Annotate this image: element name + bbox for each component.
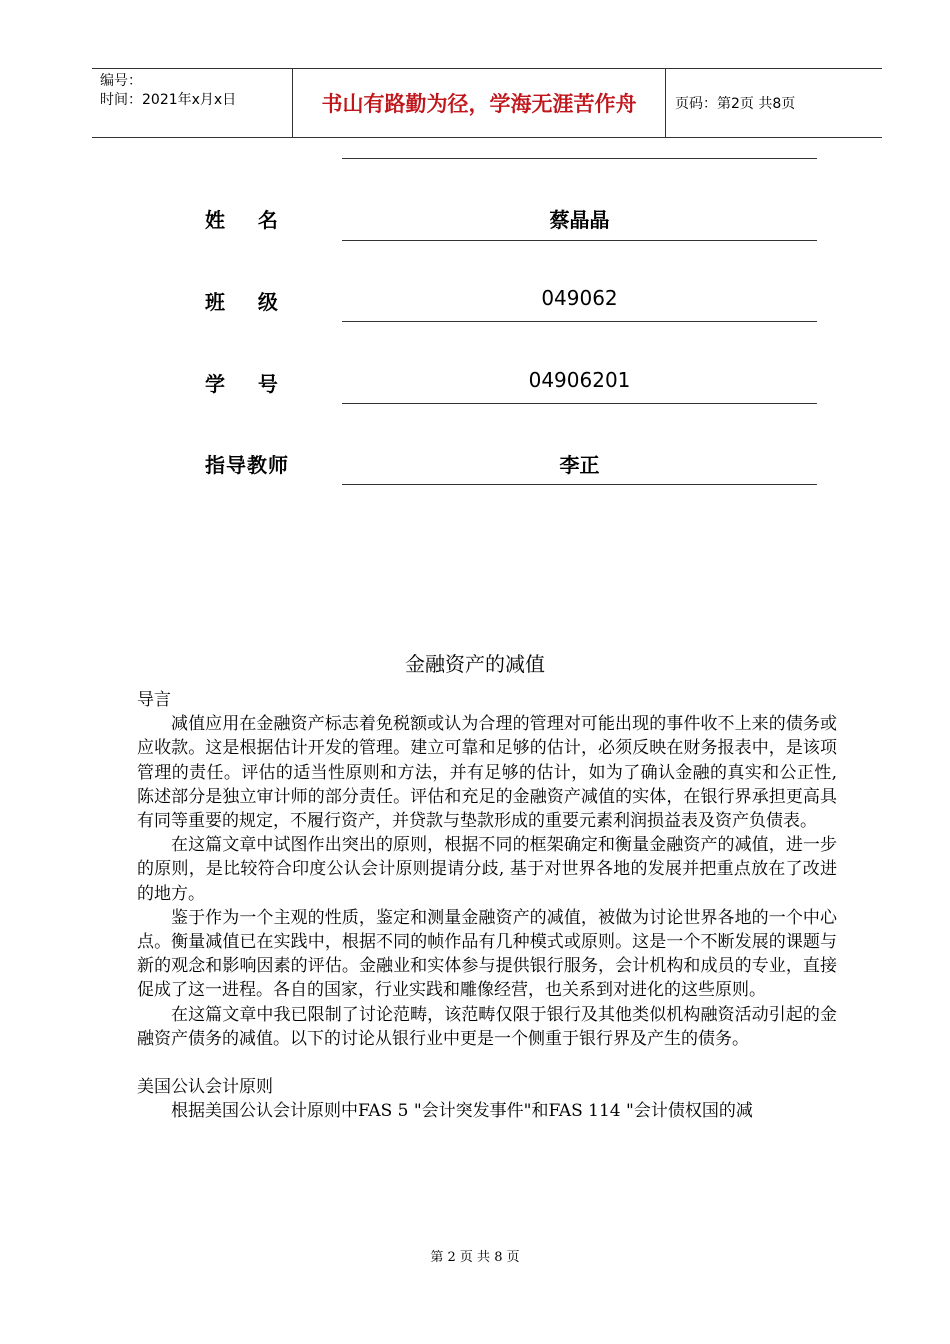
student-id-value: 04906201: [528, 368, 631, 392]
separator-line: [342, 321, 817, 322]
paragraph: 在这篇文章中试图作出突出的原则，根据不同的框架确定和衡量金融资产的减值，进一步的原则，是比较符合印度公认会计原则提请分歧, 基于对世界各地的发展并把重点放在了改进的地方。: [137, 835, 837, 904]
name-label: 姓 名: [205, 208, 279, 232]
separator-line: [342, 403, 817, 404]
paragraph: 减值应用在金融资产标志着免税额或认为合理的管理对可能出现的事件收不上来的债务或应收款。这是根据估计开发的管理。建立可靠和足够的估计，必须反映在财务报表中，是该项管理的责任。评估的适当性原则和方法，并有足够的估计，如为了确认金融的真实和公正性,陈述部分是独立审计师的部分责任。评估和充足的金融资产减值的实体，在银行界承担更高具有同等重要的规定，不履行资产，并贷款与垫款形成的重要元素利润损益表及资产负债表。: [137, 714, 837, 832]
advisor-value: 李正: [559, 453, 600, 477]
header-meta: [92, 69, 292, 137]
class-value: 049062: [541, 286, 618, 310]
section-heading: 美国公认会计原则: [137, 1077, 273, 1098]
page-header: [92, 68, 882, 138]
paragraph-gap: [137, 1051, 837, 1075]
separator-line: [342, 158, 817, 159]
number-label: 编号：: [100, 73, 142, 89]
separator-line: [342, 484, 817, 485]
paragraph: 在这篇文章中我已限制了讨论范畴，该范畴仅限于银行及其他类似机构融资活动引起的金融资产债务的减值。以下的讨论从银行业中更是一个侧重于银行界及产生的债务。: [137, 1004, 837, 1049]
advisor-label: 指导教师: [205, 453, 289, 477]
time-label: 时间：2021年x月x日: [100, 92, 237, 108]
paragraph: 鉴于作为一个主观的性质，鉴定和测量金融资产的减值，被做为讨论世界各地的一个中心点。衡量减值已在实践中，根据不同的帧作品有几种模式或原则。这是一个不断发展的课题与新的观念和影响因素的评估。金融业和实体参与提供银行服务，会计机构和成员的专业，直接促成了这一进程。各自的国家，行业实践和雕像经营，也关系到对进化的这些原则。: [137, 907, 837, 1001]
page-footer: 第 2 页 共 8 页: [430, 1250, 520, 1265]
header-page-code: 页码：第2页 共8页: [675, 96, 796, 112]
name-value: 蔡晶晶: [549, 208, 610, 232]
header-divider: [665, 69, 666, 137]
paragraph: 根据美国公认会计原则中FAS 5 "会计突发事件"和FAS 114 "会计债权国的减: [171, 1101, 753, 1122]
article-body: [137, 688, 837, 1123]
student-id-label: 学 号: [205, 372, 279, 396]
class-label: 班 级: [205, 290, 279, 314]
separator-line: [342, 240, 817, 241]
section-heading: 导言: [137, 690, 171, 710]
article-title: 金融资产的减值: [405, 652, 545, 676]
header-motto: 书山有路勤为径，学海无涯苦作舟: [321, 92, 637, 116]
